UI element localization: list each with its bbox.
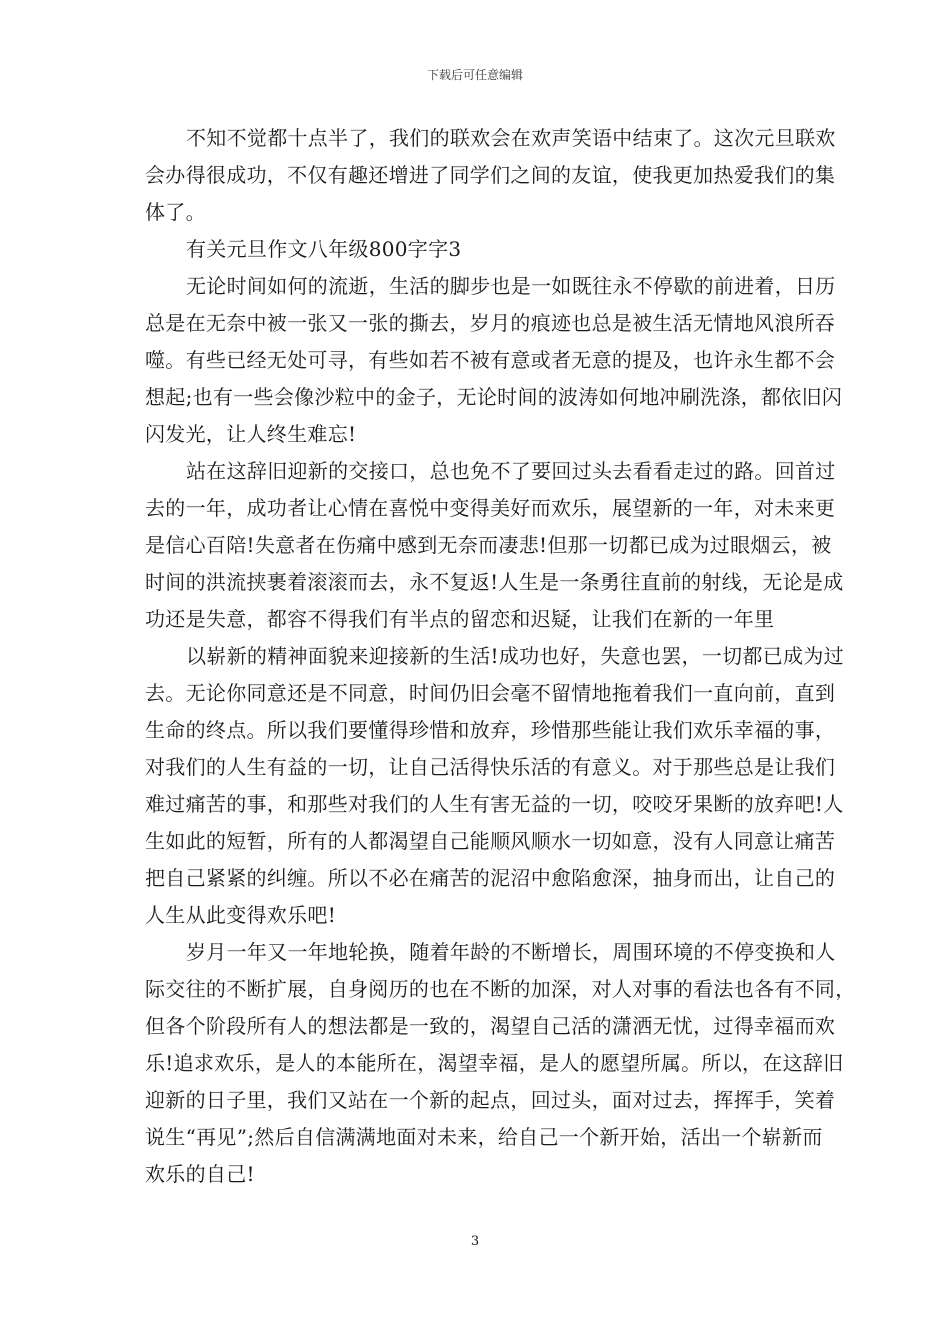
body-line: 但各个阶段所有人的想法都是一致的，渴望自己活的潇洒无忧，过得幸福而欢 [145, 1014, 836, 1038]
body-line: 迎新的日子里，我们又站在一个新的起点，回过头，面对过去，挥挥手，笑着 [145, 1088, 836, 1112]
body-line: 对我们的人生有益的一切，让自己活得快乐活的有意义。对于那些总是让我们 [145, 755, 836, 779]
body-line: 去的一年，成功者让心情在喜悦中变得美好而欢乐，展望新的一年，对未来更 [145, 496, 836, 520]
body-line: 难过痛苦的事，和那些对我们的人生有害无益的一切，咬咬牙果断的放弃吧!人 [145, 792, 844, 816]
body-line: 人生从此变得欢乐吧! [145, 903, 337, 927]
body-line: 把自己紧紧的纠缠。所以不必在痛苦的泥沼中愈陷愈深，抽身而出，让自己的 [145, 866, 836, 890]
body-line: 际交往的不断扩展，自身阅历的也在不断的加深，对人对事的看法也各有不同， [145, 977, 856, 1001]
body-line: 生如此的短暂，所有的人都渴望自己能顺风顺水一切如意，没有人同意让痛苦 [145, 829, 836, 853]
body-line: 总是在无奈中被一张又一张的撕去，岁月的痕迹也总是被生活无情地风浪所吞 [145, 311, 836, 335]
body-line: 功还是失意，都容不得我们有半点的留恋和迟疑，让我们在新的一年里 [145, 607, 775, 631]
body-line: 不知不觉都十点半了，我们的联欢会在欢声笑语中结束了。这次元旦联欢 [186, 126, 836, 150]
body-line: 去。无论你同意还是不同意，时间仍旧会毫不留情地拖着我们一直向前，直到 [145, 681, 836, 705]
section-heading: 有关元旦作文八年级800字字3 [186, 237, 462, 261]
body-line: 体了。 [145, 200, 206, 224]
body-line: 以崭新的精神面貌来迎接新的生活!成功也好，失意也罢，一切都已成为过 [186, 644, 844, 668]
body-line: 乐!追求欢乐，是人的本能所在，渴望幸福，是人的愿望所属。所以，在这辞旧 [145, 1051, 844, 1075]
body-line: 生命的终点。所以我们要懂得珍惜和放弃，珍惜那些能让我们欢乐幸福的事， [145, 718, 836, 742]
page-header: 下载后可任意编辑 [426, 68, 523, 82]
body-line: 无论时间如何的流逝，生活的脚步也是一如既往永不停歇的前进着，日历 [186, 274, 836, 298]
body-line: 说生“再见”;然后自信满满地面对未来，给自己一个新开始，活出一个崭新而 [145, 1125, 823, 1149]
body-line: 欢乐的自己! [145, 1162, 255, 1186]
document-body [145, 120, 856, 1193]
body-line: 岁月一年又一年地轮换，随着年龄的不断增长，周围环境的不停变换和人 [186, 940, 836, 964]
body-line: 会办得很成功，不仅有趣还增进了同学们之间的友谊，使我更加热爱我们的集 [145, 163, 836, 187]
page-number: 3 [470, 1234, 480, 1249]
body-line: 时间的洪流挟裹着滚滚而去，永不复返!人生是一条勇往直前的射线，无论是成 [145, 570, 844, 594]
body-line: 是信心百陪!失意者在伤痛中感到无奈而凄悲!但那一切都已成为过眼烟云，被 [145, 533, 832, 557]
body-line: 站在这辞旧迎新的交接口，总也免不了要回过头去看看走过的路。回首过 [186, 459, 836, 483]
body-line: 噬。有些已经无处可寻，有些如若不被有意或者无意的提及，也许永生都不会 [145, 348, 836, 372]
body-line: 闪发光，让人终生难忘! [145, 422, 357, 446]
body-line: 想起;也有一些会像沙粒中的金子，无论时间的波涛如何地冲刷洗涤，都依旧闪 [145, 385, 843, 409]
